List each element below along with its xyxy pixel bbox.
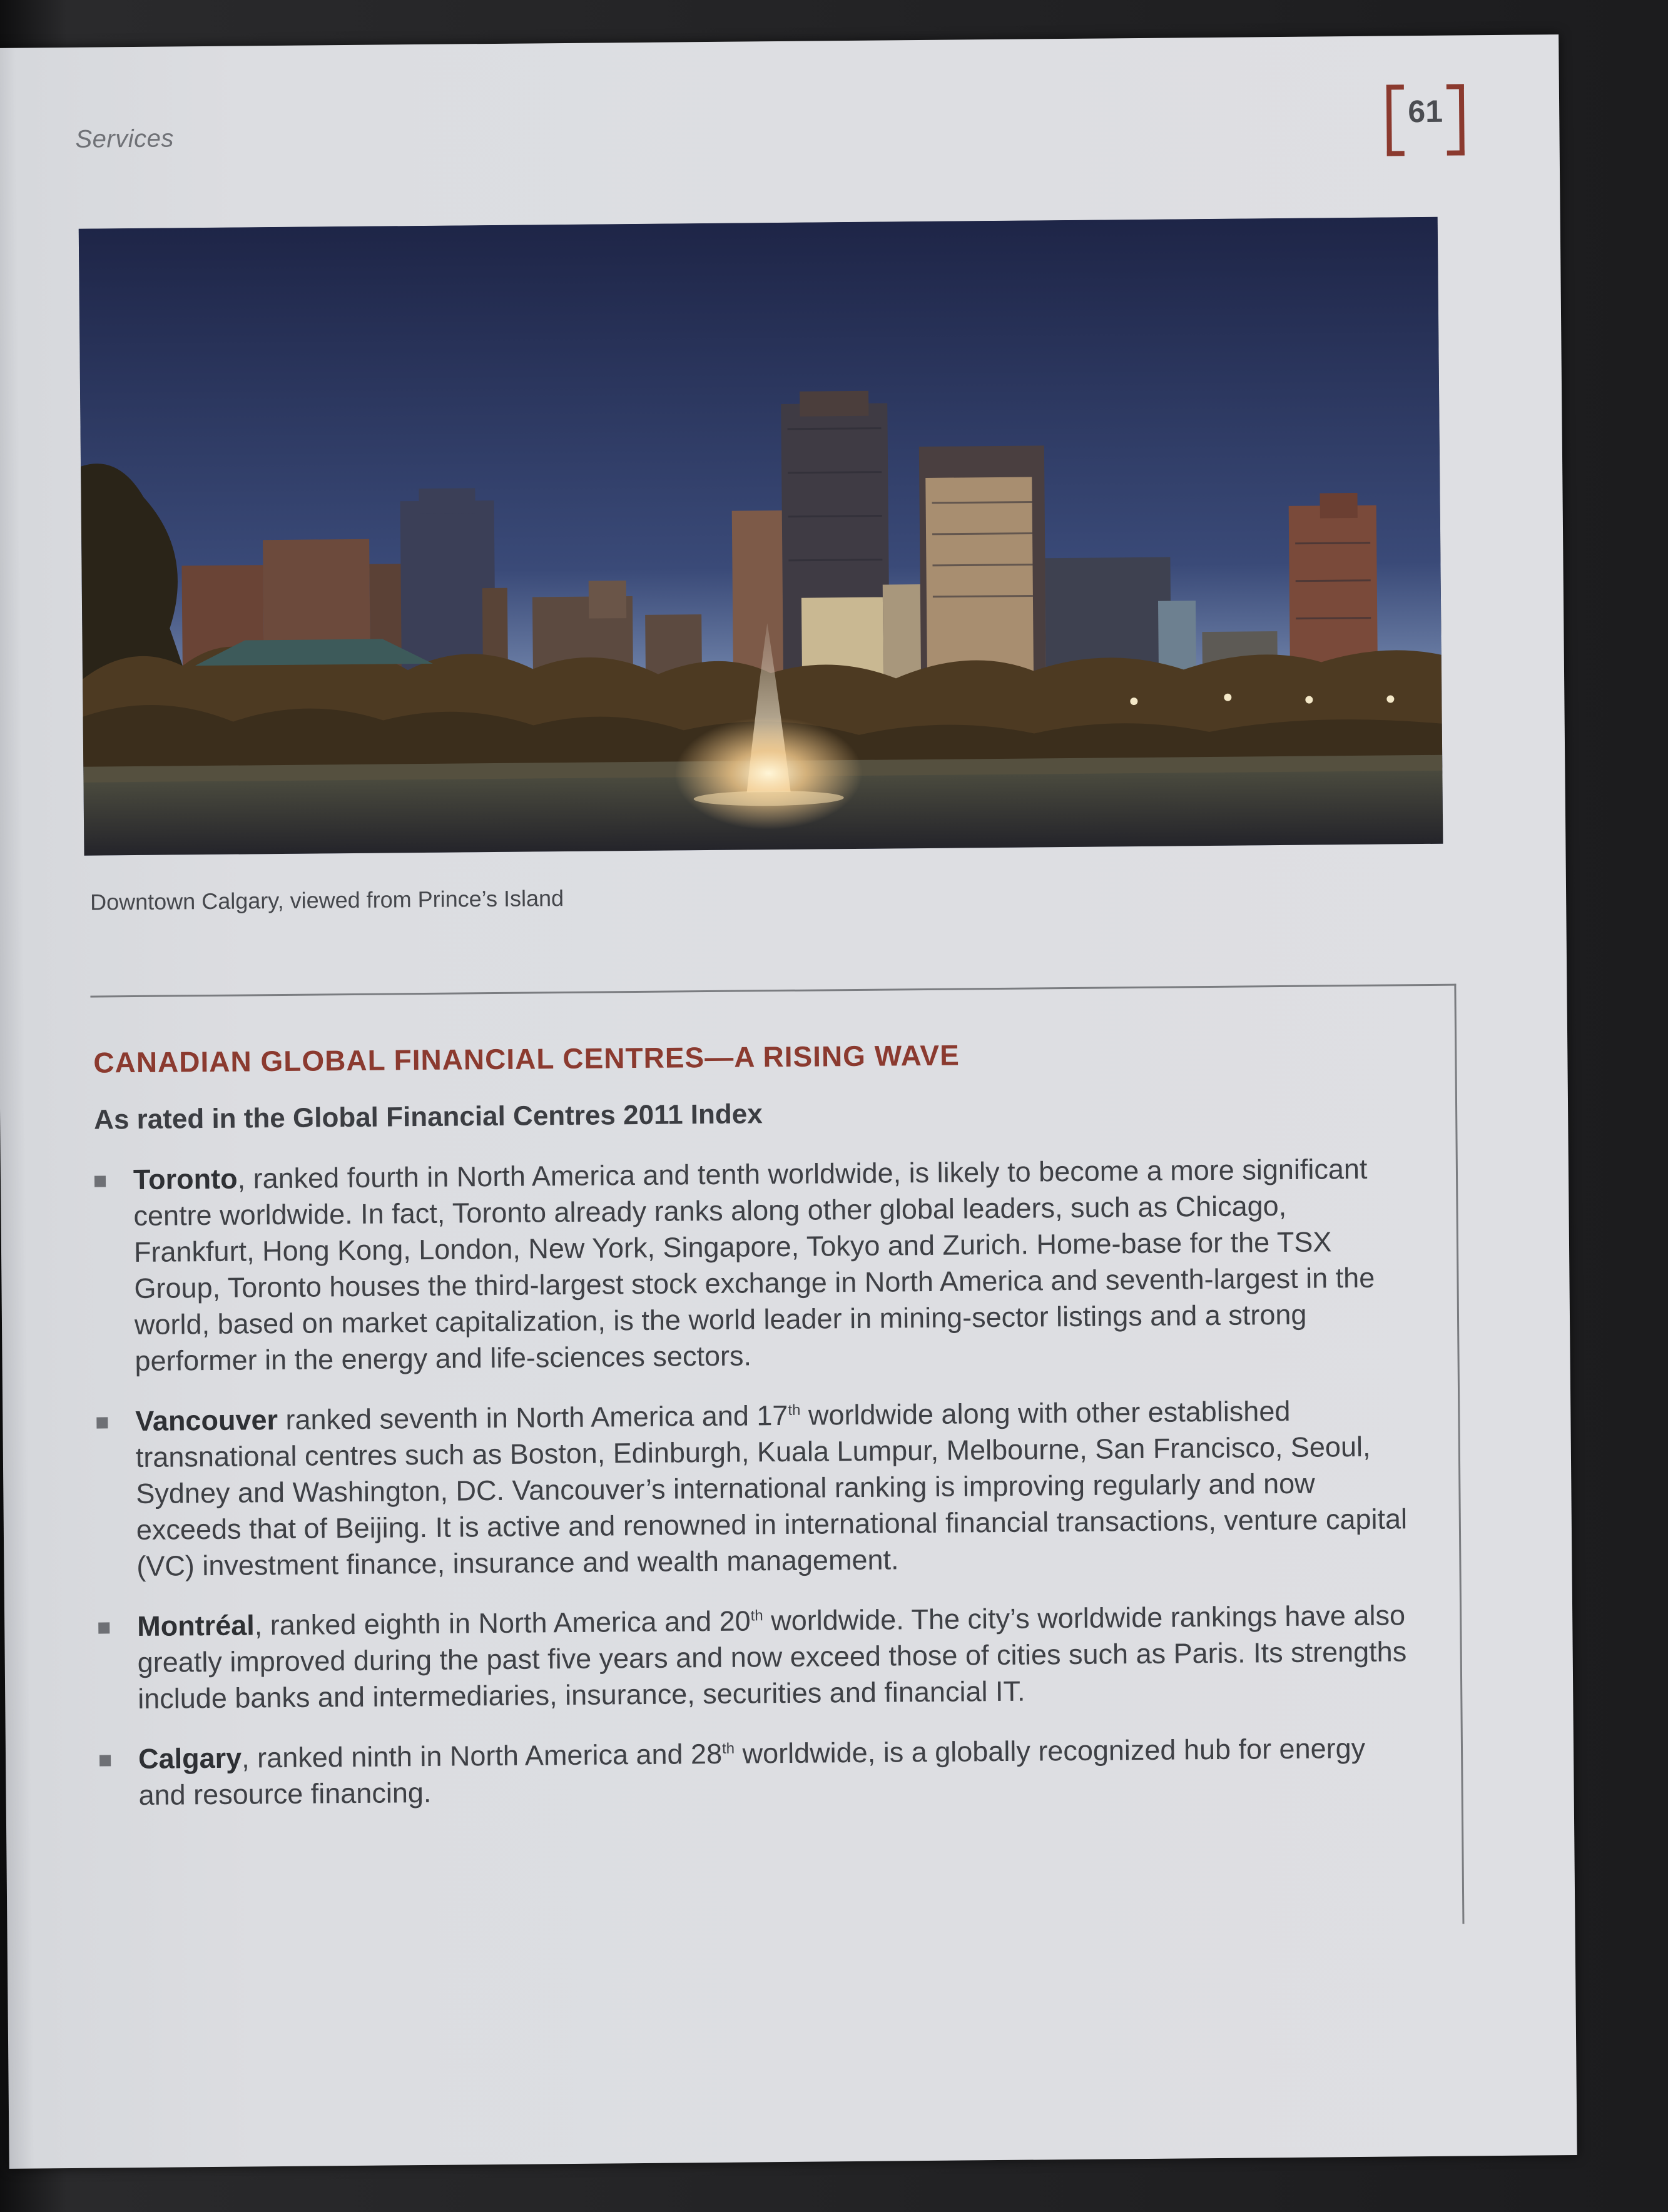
- list-item-calgary: [99, 1730, 1414, 1814]
- square-bullet-icon: [94, 1175, 106, 1187]
- sidebar-subtitle: As rated in the Global Financial Centres 2011 Index: [93, 1098, 763, 1135]
- city-name: Toronto: [133, 1162, 238, 1196]
- right-bracket-icon: [1447, 84, 1465, 155]
- square-bullet-icon: [96, 1417, 108, 1428]
- city-name: Vancouver: [135, 1404, 278, 1438]
- city-name: Calgary: [138, 1742, 242, 1775]
- ordinal-suffix: th: [721, 1740, 735, 1757]
- list-item-montreal: [98, 1597, 1413, 1717]
- item-text: worldwide. The city’s worldwide rankings have also greatly improved during the past five years and now exceed those of cities such as Paris. Its strengths include banks and intermediaries, insurance, securities and financial IT.: [137, 1599, 1407, 1715]
- city-name: Montréal: [137, 1609, 255, 1643]
- page-number-badge: [1386, 84, 1465, 148]
- item-text: , ranked ninth in North America and 28: [241, 1737, 723, 1774]
- city-skyline-photo: [79, 217, 1443, 856]
- page-number: 61: [1408, 93, 1443, 129]
- item-text: , ranked fourth in North America and tenth worldwide, is likely to become a more significant centre worldwide. In fact, Toronto already ranks along other global leaders, such as Chicago, Frankfurt, Hong Kong, London, New York, Singapore, Tokyo and Zurich. Home-base for the TSX Group, Toronto houses the third-largest stock exchange in North America and seventh-largest in the world, based on market capitalization, is the world leader in mining-sector listings and a strong performer in the energy and life-sciences sectors.: [133, 1152, 1375, 1377]
- list-item-vancouver: [96, 1392, 1411, 1585]
- section-label: Services: [75, 124, 175, 153]
- financial-centres-list: [94, 1150, 1414, 1837]
- ordinal-suffix: th: [788, 1401, 801, 1419]
- book-page: [0, 34, 1577, 2169]
- list-item-toronto: [94, 1150, 1410, 1379]
- square-bullet-icon: [99, 1755, 111, 1766]
- sidebar-title: CANADIAN GLOBAL FINANCIAL CENTRES—A RISING WAVE: [93, 1038, 960, 1079]
- square-bullet-icon: [98, 1622, 109, 1633]
- item-text: worldwide along with other established transnational centres such as Boston, Edinburgh, Kuala Lumpur, Melbourne, San Francisco, Seoul, Sydney and Washington, DC. Vancouver’s international ranking is improving regularly and now exceeds that of Beijing. It is active and renowned in international financial transactions, venture capital (VC) investment finance, insurance and wealth management.: [135, 1394, 1408, 1583]
- item-text: worldwide, is a globally recognized hub for energy and resource financing.: [138, 1732, 1366, 1812]
- photo-caption: Downtown Calgary, viewed from Prince’s Island: [89, 885, 564, 915]
- ordinal-suffix: th: [750, 1607, 763, 1625]
- item-text: ranked seventh in North America and 17: [277, 1399, 788, 1436]
- item-text: , ranked eighth in North America and 20: [254, 1605, 751, 1641]
